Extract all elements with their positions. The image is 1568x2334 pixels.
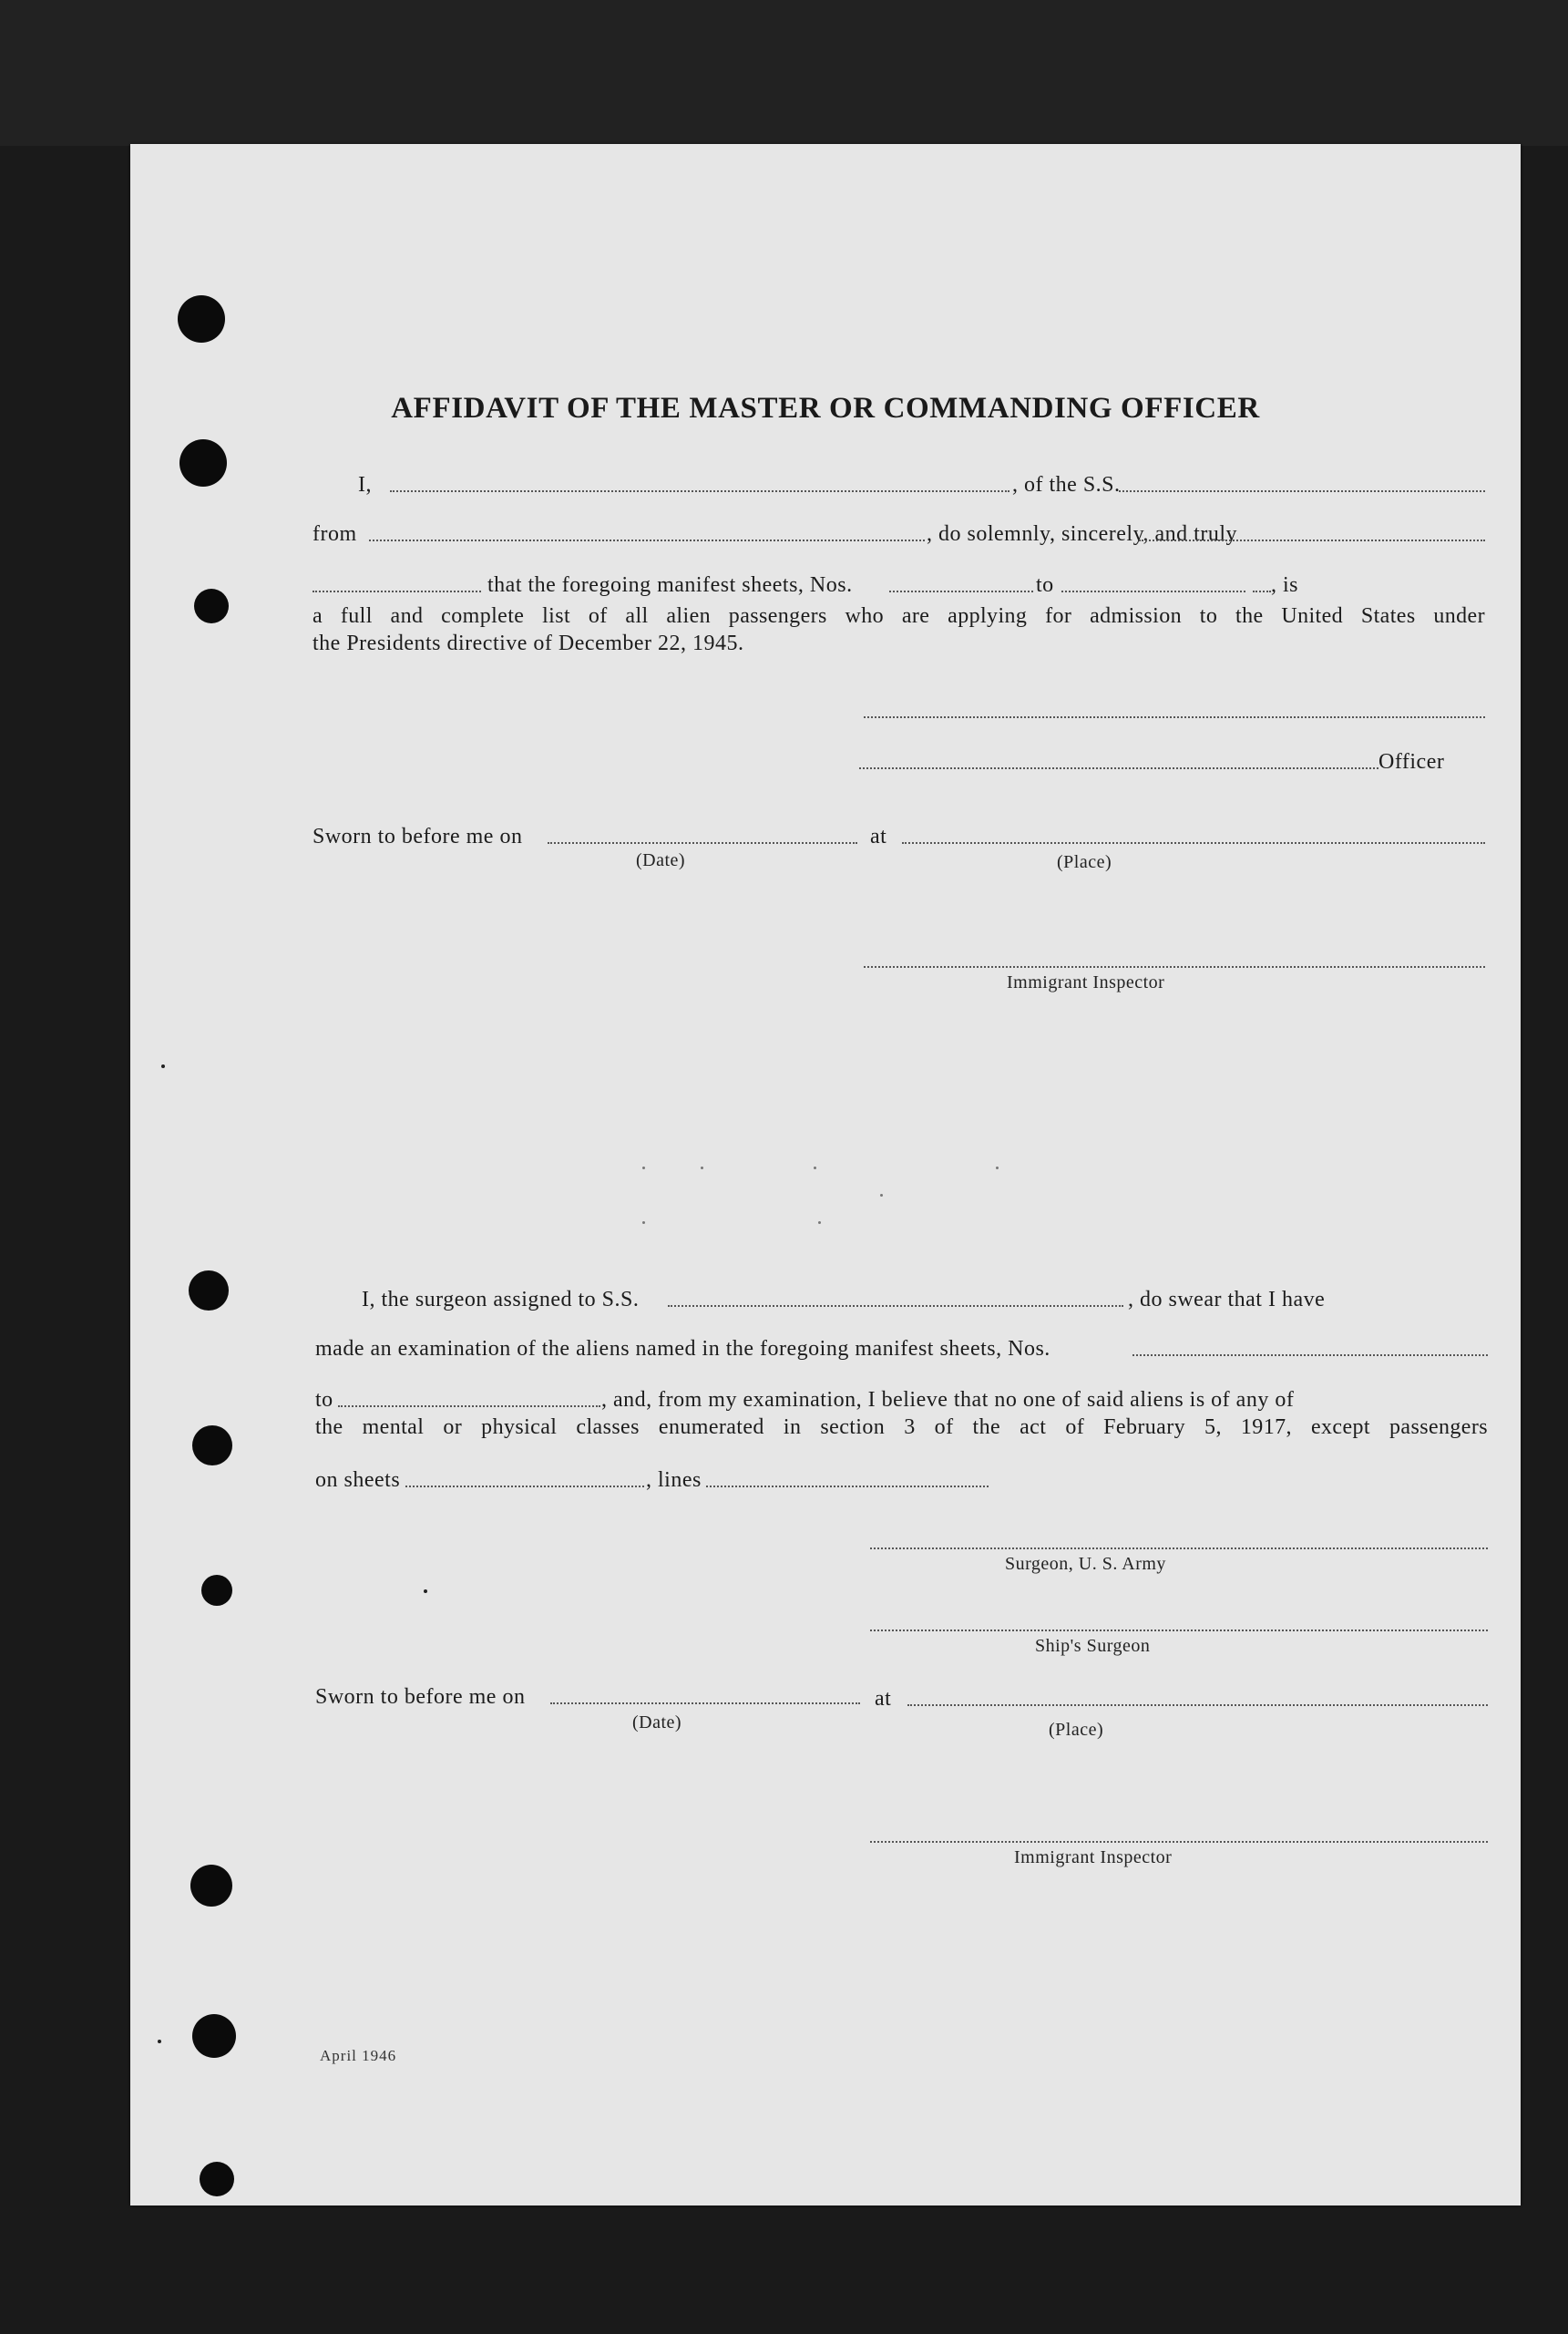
divider-dot [642, 1221, 645, 1224]
surgeon-lines-label: , lines [646, 1468, 702, 1492]
master-solemnly-label: , do solemnly, sincerely, and truly [927, 522, 1237, 546]
master-sworn-place-field[interactable] [902, 842, 1485, 844]
surgeon-date-caption: (Date) [632, 1712, 682, 1733]
master-name-field[interactable] [390, 490, 1009, 492]
surgeon-place-caption: (Place) [1049, 1720, 1104, 1740]
master-is-label: , is [1271, 573, 1299, 597]
master-affirm-field[interactable] [1139, 540, 1485, 541]
master-manifest-label: that the foregoing manifest sheets, Nos. [487, 573, 853, 597]
master-ship-field[interactable] [1119, 490, 1485, 492]
surgeon-to-label: to [315, 1388, 333, 1412]
master-place-caption: (Place) [1057, 852, 1112, 872]
army-surgeon-signature-line[interactable] [870, 1547, 1488, 1549]
master-sworn-date-field[interactable] [548, 842, 857, 844]
punch-hole [200, 2162, 234, 2196]
master-directive-line: the Presidents directive of December 22, 1945. [313, 632, 744, 655]
punch-hole [179, 439, 227, 487]
punch-hole [189, 1270, 229, 1311]
master-nos-from-field[interactable] [889, 591, 1033, 592]
punch-hole [201, 1575, 232, 1606]
punch-hole [178, 295, 225, 343]
divider-dot [818, 1221, 821, 1224]
master-statement-line: a full and complete list of all alien passengers who are applying for admission to the United States under [313, 604, 1485, 628]
divider-dot [996, 1167, 999, 1169]
punch-hole [190, 1865, 232, 1907]
surgeon-at-label: at [875, 1687, 892, 1711]
master-of-ss-label: , of the S.S. [1012, 473, 1121, 497]
paper-speck [158, 2040, 161, 2043]
surgeon-nos-from-field[interactable] [1132, 1354, 1488, 1356]
divider-dot [880, 1194, 883, 1197]
surgeon-nos-to-field[interactable] [338, 1405, 600, 1407]
master-i-label: I, [358, 473, 372, 497]
master-from-label: from [313, 522, 357, 546]
paper-speck [424, 1589, 427, 1593]
master-nos-to-extra [1253, 591, 1271, 592]
punch-hole [192, 2014, 236, 2058]
surgeon-sworn-place-field[interactable] [907, 1704, 1488, 1706]
surgeon-belief-label: , and, from my examination, I believe that no one of said aliens is of any of [601, 1388, 1295, 1412]
officer-signature-line[interactable] [859, 767, 1378, 769]
surgeon-classes-line: the mental or physical classes enumerated in section 3 of the act of February 5, 1917, except passengers [315, 1415, 1488, 1439]
paper-speck [161, 1064, 165, 1068]
master-at-label: at [870, 825, 887, 848]
punch-hole [194, 589, 229, 623]
ships-surgeon-label: Ship's Surgeon [1035, 1636, 1151, 1656]
affidavit-title: AFFIDAVIT OF THE MASTER OR COMMANDING OFFICER [391, 392, 1260, 425]
scan-background [0, 0, 1568, 146]
surgeon-swear-label: , do swear that I have [1128, 1288, 1326, 1311]
form-date: April 1946 [320, 2047, 397, 2064]
surgeon-ship-field[interactable] [668, 1305, 1123, 1307]
document-page [130, 144, 1521, 2205]
master-to-label: to [1036, 573, 1054, 597]
master-swear-field[interactable] [313, 591, 481, 592]
officer-label: Officer [1378, 750, 1445, 774]
master-inspector-label: Immigrant Inspector [1007, 972, 1165, 992]
master-sworn-label: Sworn to before me on [313, 825, 523, 848]
punch-hole [192, 1425, 232, 1465]
surgeon-lines-field[interactable] [706, 1486, 989, 1487]
surgeon-sworn-date-field[interactable] [550, 1702, 860, 1704]
surgeon-sworn-label: Sworn to before me on [315, 1685, 526, 1709]
surgeon-on-sheets-label: on sheets [315, 1468, 401, 1492]
ships-surgeon-signature-line[interactable] [870, 1630, 1488, 1631]
surgeon-inspector-signature-line[interactable] [870, 1841, 1488, 1843]
master-from-field[interactable] [369, 540, 925, 541]
army-surgeon-label: Surgeon, U. S. Army [1005, 1554, 1166, 1574]
divider-dot [701, 1167, 703, 1169]
divider-dot [642, 1167, 645, 1169]
master-date-caption: (Date) [636, 850, 686, 870]
surgeon-examination-label: made an examination of the aliens named in the foregoing manifest sheets, Nos. [315, 1337, 1050, 1361]
surgeon-inspector-label: Immigrant Inspector [1014, 1847, 1173, 1867]
master-nos-to-field[interactable] [1061, 591, 1245, 592]
master-inspector-signature-line[interactable] [864, 966, 1485, 968]
surgeon-sheets-field[interactable] [405, 1486, 644, 1487]
master-signature-line[interactable] [864, 716, 1485, 718]
divider-dot [814, 1167, 816, 1169]
surgeon-assigned-label: I, the surgeon assigned to S.S. [362, 1288, 640, 1311]
